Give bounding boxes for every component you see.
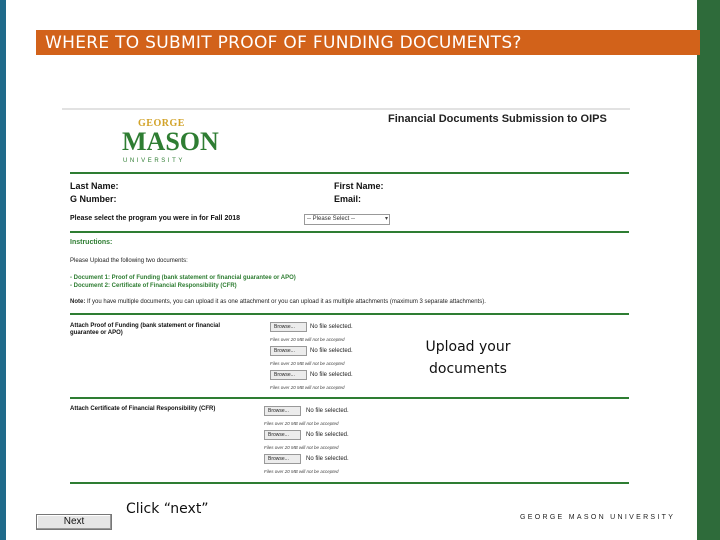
note-text: If you have multiple documents, you can upload it as one attachment or you can upload it as multiple attachments (maximum 3 separate attachments).: [87, 299, 486, 305]
gmu-logo: [122, 118, 219, 168]
upload-callout: [412, 336, 524, 380]
form-screenshot: [62, 108, 630, 500]
size-warning: Files over 20 MB will not be accepted: [270, 385, 345, 390]
size-warning: Files over 20 MB will not be accepted: [270, 361, 345, 366]
top-divider: [62, 108, 630, 110]
form-divider: [70, 397, 629, 399]
chevron-down-icon: ▾: [384, 216, 388, 222]
form-divider: [70, 231, 629, 233]
footer-brand: GEORGE MASON UNIVERSITY: [520, 514, 676, 521]
instructions-heading: Instructions:: [70, 239, 113, 246]
form-divider: [70, 482, 629, 484]
slide-title: WHERE TO SUBMIT PROOF OF FUNDING DOCUMENTS?: [36, 30, 700, 55]
document-1-text: - Document 1: Proof of Funding (bank statement or financial guarantee or APO): [70, 275, 296, 281]
form-divider: [70, 313, 629, 315]
file-status: No file selected.: [306, 456, 349, 462]
right-accent-bar: [697, 0, 720, 540]
program-label: Please select the program you were in for Fall 2018: [70, 215, 241, 222]
file-status: No file selected.: [310, 348, 353, 354]
form-title: Financial Documents Submission to OIPS: [388, 113, 607, 125]
browse-button[interactable]: Browse...: [270, 370, 307, 380]
note-label: Note:: [70, 299, 86, 305]
browse-button[interactable]: Browse...: [264, 406, 301, 416]
browse-button[interactable]: Browse...: [264, 454, 301, 464]
last-name-label: Last Name:: [70, 181, 119, 191]
instructions-intro: Please Upload the following two documents:: [70, 258, 188, 264]
g-number-label: G Number:: [70, 194, 117, 204]
size-warning: Files over 20 MB will not be accepted: [264, 421, 339, 426]
file-status: No file selected.: [306, 408, 349, 414]
file-status: No file selected.: [310, 324, 353, 330]
browse-button[interactable]: Browse...: [270, 322, 307, 332]
browse-button[interactable]: Browse...: [264, 430, 301, 440]
upload-callout-line2: documents: [429, 361, 507, 377]
logo-mason-text: MASON: [122, 127, 219, 156]
program-select[interactable]: [304, 214, 390, 225]
logo-george-text: GEORGE: [138, 118, 185, 129]
document-2-text: - Document 2: Certificate of Financial Responsibility (CFR): [70, 283, 237, 289]
left-accent-bar: [0, 0, 6, 540]
form-divider: [70, 172, 629, 174]
file-status: No file selected.: [306, 432, 349, 438]
size-warning: Files over 20 MB will not be accepted: [264, 469, 339, 474]
browse-button[interactable]: Browse...: [270, 346, 307, 356]
size-warning: Files over 20 MB will not be accepted: [264, 445, 339, 450]
first-name-label: First Name:: [334, 181, 384, 191]
next-button[interactable]: Next: [36, 514, 112, 530]
email-label: Email:: [334, 194, 362, 204]
proof-of-funding-label-line2: guarantee or APO): [70, 330, 123, 336]
next-callout: Click “next”: [126, 501, 209, 517]
upload-callout-line1: Upload your: [425, 339, 511, 355]
proof-of-funding-label-line1: Attach Proof of Funding (bank statement or financial: [70, 323, 221, 329]
size-warning: Files over 20 MB will not be accepted: [270, 337, 345, 342]
file-status: No file selected.: [310, 372, 353, 378]
cfr-label: Attach Certificate of Financial Responsibility (CFR): [70, 406, 216, 412]
logo-university-text: UNIVERSITY: [123, 158, 186, 164]
program-select-value: -- Please Select --: [307, 216, 356, 222]
